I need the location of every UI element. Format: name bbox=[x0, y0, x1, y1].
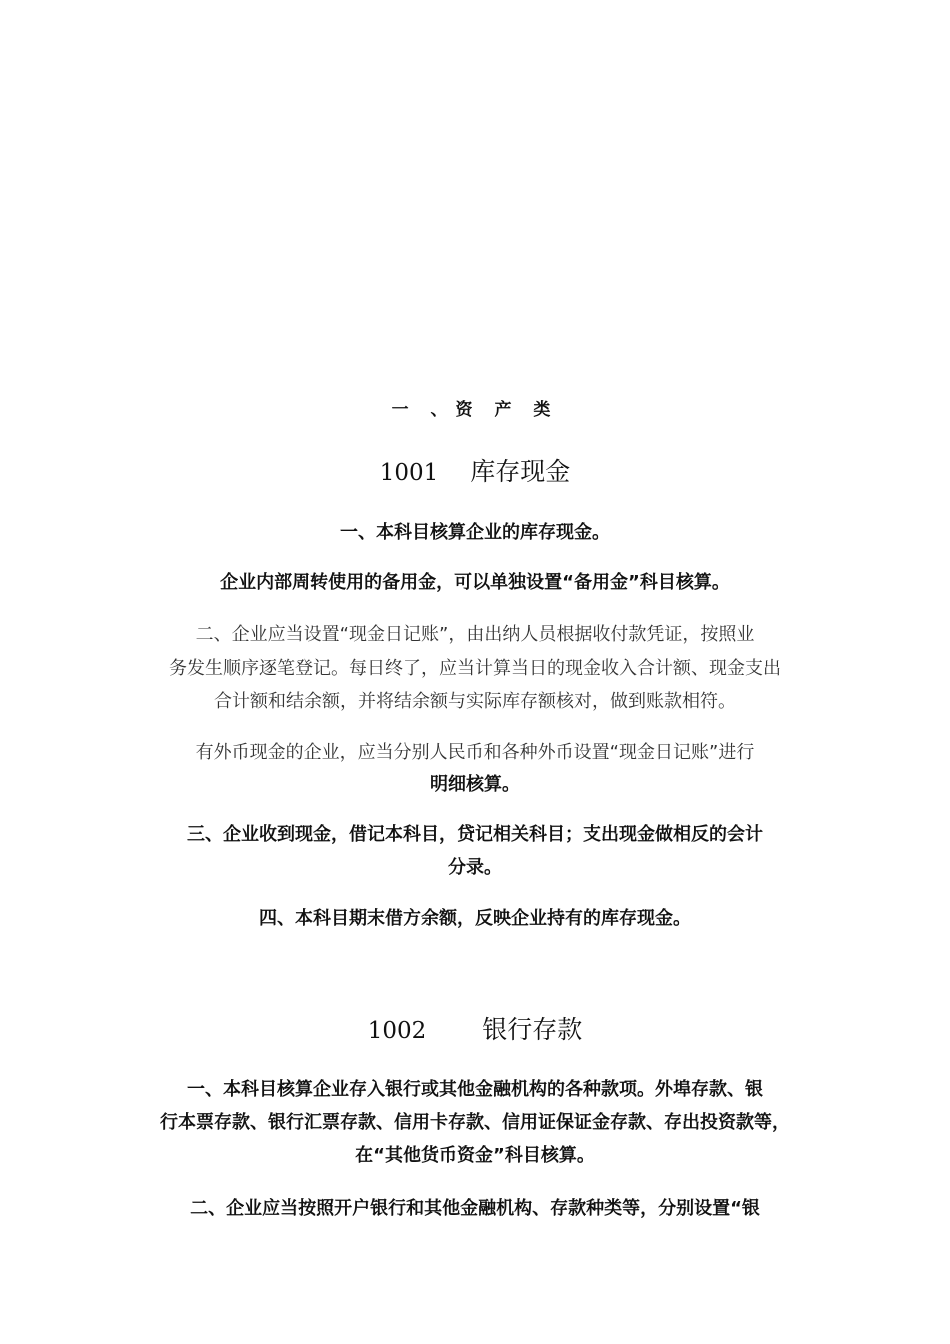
account-code: 1002 bbox=[367, 1018, 427, 1044]
paragraph-line: 一、本科目核算企业存入银行或其他金融机构的各种款项。外埠存款、银 bbox=[187, 1079, 763, 1100]
paragraph-line: 三、企业收到现金，借记本科目，贷记相关科目；支出现金做相反的会计 bbox=[187, 824, 763, 845]
paragraph-line: 行本票存款、银行汇票存款、信用卡存款、信用证保证金存款、存出投资款等， bbox=[160, 1112, 790, 1133]
paragraph-line: 在“其他货币资金”科目核算。 bbox=[355, 1145, 595, 1166]
paragraph-line: 二、企业应当按照开户银行和其他金融机构、存款种类等，分别设置“银 bbox=[190, 1198, 760, 1219]
paragraph-line: 企业内部周转使用的备用金，可以单独设置“备用金”科目核算。 bbox=[220, 572, 730, 593]
paragraph-line: 明细核算。 bbox=[430, 774, 520, 795]
paragraph-line: 二、企业应当设置“现金日记账”，由出纳人员根据收付款凭证，按照业 bbox=[195, 624, 755, 645]
paragraph-line: 务发生顺序逐笔登记。每日终了，应当计算当日的现金收入合计额、现金支出 bbox=[169, 658, 781, 679]
account-heading-1002 bbox=[148, 1014, 802, 1047]
paragraph-line: 四、本科目期末借方余额，反映企业持有的库存现金。 bbox=[259, 908, 691, 929]
paragraph-line: 合计额和结余额，并将结余额与实际库存额核对，做到账款相符。 bbox=[214, 691, 736, 712]
paragraph-line: 有外币现金的企业，应当分别人民币和各种外币设置“现金日记账”进行 bbox=[195, 742, 755, 763]
account-title: 银行存款 bbox=[482, 1015, 583, 1044]
account-title: 库存现金 bbox=[470, 457, 571, 486]
account-heading-1001 bbox=[148, 456, 802, 489]
paragraph-line: 一、本科目核算企业的库存现金。 bbox=[340, 522, 610, 543]
account-code: 1001 bbox=[379, 460, 439, 486]
paragraph-line: 分录。 bbox=[448, 857, 502, 878]
section-heading: 一 、资 产 类 bbox=[391, 400, 559, 420]
